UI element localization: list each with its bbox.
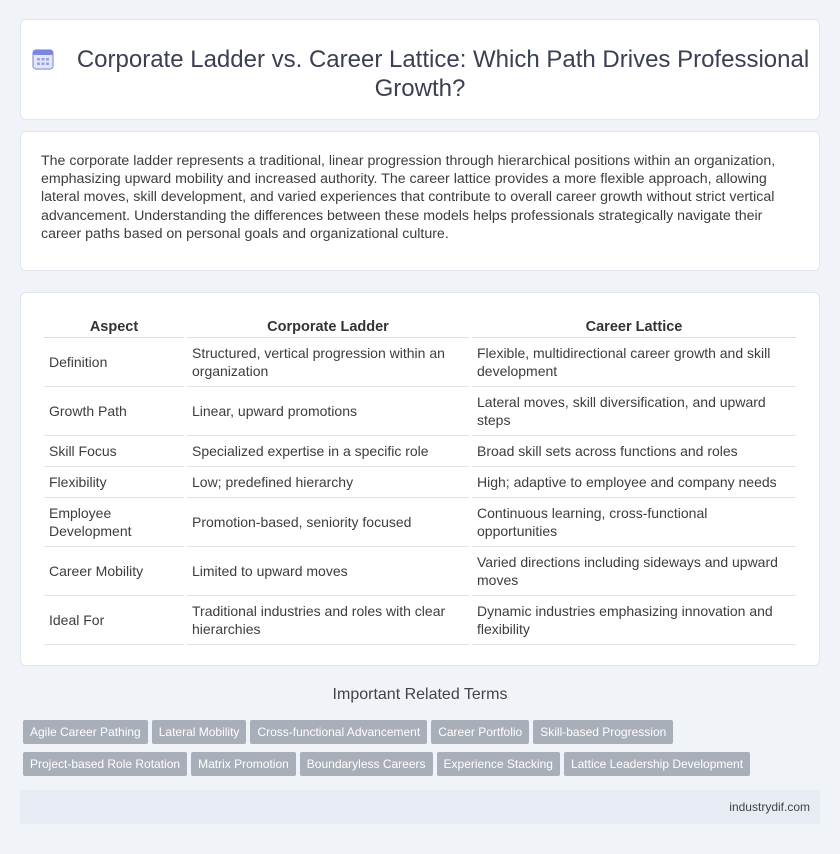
cell-aspect: Career Mobility bbox=[44, 547, 184, 596]
page-title: Corporate Ladder vs. Career Lattice: Which Path Drives Professional Growth? bbox=[76, 46, 810, 102]
table-row bbox=[44, 436, 796, 467]
tag-row bbox=[23, 752, 813, 784]
cell-ladder: Traditional industries and roles with clear hierarchies bbox=[187, 596, 469, 645]
tag-item[interactable]: Lateral Mobility bbox=[152, 720, 247, 744]
comparison-table bbox=[41, 315, 799, 645]
tag-item[interactable]: Experience Stacking bbox=[437, 752, 560, 776]
cell-lattice: Lateral moves, skill diversification, and upward steps bbox=[472, 387, 796, 436]
header-corporate-ladder: Corporate Ladder bbox=[187, 315, 469, 338]
cell-aspect: Employee Development bbox=[44, 498, 184, 547]
tag-item[interactable]: Matrix Promotion bbox=[191, 752, 296, 776]
cell-ladder: Linear, upward promotions bbox=[187, 387, 469, 436]
table-row bbox=[44, 547, 796, 596]
cell-lattice: Continuous learning, cross-functional opportunities bbox=[472, 498, 796, 547]
table-row bbox=[44, 596, 796, 645]
intro-card bbox=[20, 131, 820, 271]
page-title-wrap bbox=[21, 45, 819, 103]
cell-lattice: Flexible, multidirectional career growth and skill development bbox=[472, 338, 796, 387]
cell-aspect: Ideal For bbox=[44, 596, 184, 645]
tag-item[interactable]: Lattice Leadership Development bbox=[564, 752, 750, 776]
cell-lattice: Dynamic industries emphasizing innovation and flexibility bbox=[472, 596, 796, 645]
cell-ladder: Structured, vertical progression within an organization bbox=[187, 338, 469, 387]
table-header-row bbox=[44, 315, 796, 338]
cell-lattice: Varied directions including sideways and upward moves bbox=[472, 547, 796, 596]
header-aspect: Aspect bbox=[44, 315, 184, 338]
tag-item[interactable]: Cross-functional Advancement bbox=[250, 720, 427, 744]
cell-aspect: Definition bbox=[44, 338, 184, 387]
calendar-icon bbox=[31, 47, 55, 71]
cell-lattice: High; adaptive to employee and company needs bbox=[472, 467, 796, 498]
tag-item[interactable]: Boundaryless Careers bbox=[300, 752, 433, 776]
cell-ladder: Low; predefined hierarchy bbox=[187, 467, 469, 498]
cell-aspect: Flexibility bbox=[44, 467, 184, 498]
cell-aspect: Growth Path bbox=[44, 387, 184, 436]
header-career-lattice: Career Lattice bbox=[472, 315, 796, 338]
footer-bar bbox=[20, 790, 820, 824]
cell-lattice: Broad skill sets across functions and roles bbox=[472, 436, 796, 467]
table-row bbox=[44, 467, 796, 498]
tag-row bbox=[23, 720, 813, 752]
cell-ladder: Limited to upward moves bbox=[187, 547, 469, 596]
tag-item[interactable]: Skill-based Progression bbox=[533, 720, 673, 744]
tag-item[interactable]: Agile Career Pathing bbox=[23, 720, 148, 744]
table-row bbox=[44, 387, 796, 436]
comparison-card bbox=[20, 292, 820, 666]
related-terms-tags bbox=[23, 720, 813, 784]
cell-aspect: Skill Focus bbox=[44, 436, 184, 467]
table-row bbox=[44, 498, 796, 547]
related-terms-title: Important Related Terms bbox=[332, 686, 508, 703]
tag-item[interactable]: Career Portfolio bbox=[431, 720, 529, 744]
cell-ladder: Promotion-based, seniority focused bbox=[187, 498, 469, 547]
intro-paragraph: The corporate ladder represents a traditional, linear progression through hierarchical positions within an organization, emphasizing upward mobility and increased authority. The career lattice provides a more flexible approach, allowing lateral moves, skill development, and varied experiences that contribute to overall career growth without strict vertical advancement. Understanding the differences between these models helps professionals strategically navigate their career paths based on personal goals and organizational culture. bbox=[41, 153, 776, 242]
table-row bbox=[44, 338, 796, 387]
tag-item[interactable]: Project-based Role Rotation bbox=[23, 752, 187, 776]
title-card bbox=[20, 19, 820, 120]
footer-site-link[interactable]: industrydif.com bbox=[729, 800, 810, 814]
cell-ladder: Specialized expertise in a specific role bbox=[187, 436, 469, 467]
